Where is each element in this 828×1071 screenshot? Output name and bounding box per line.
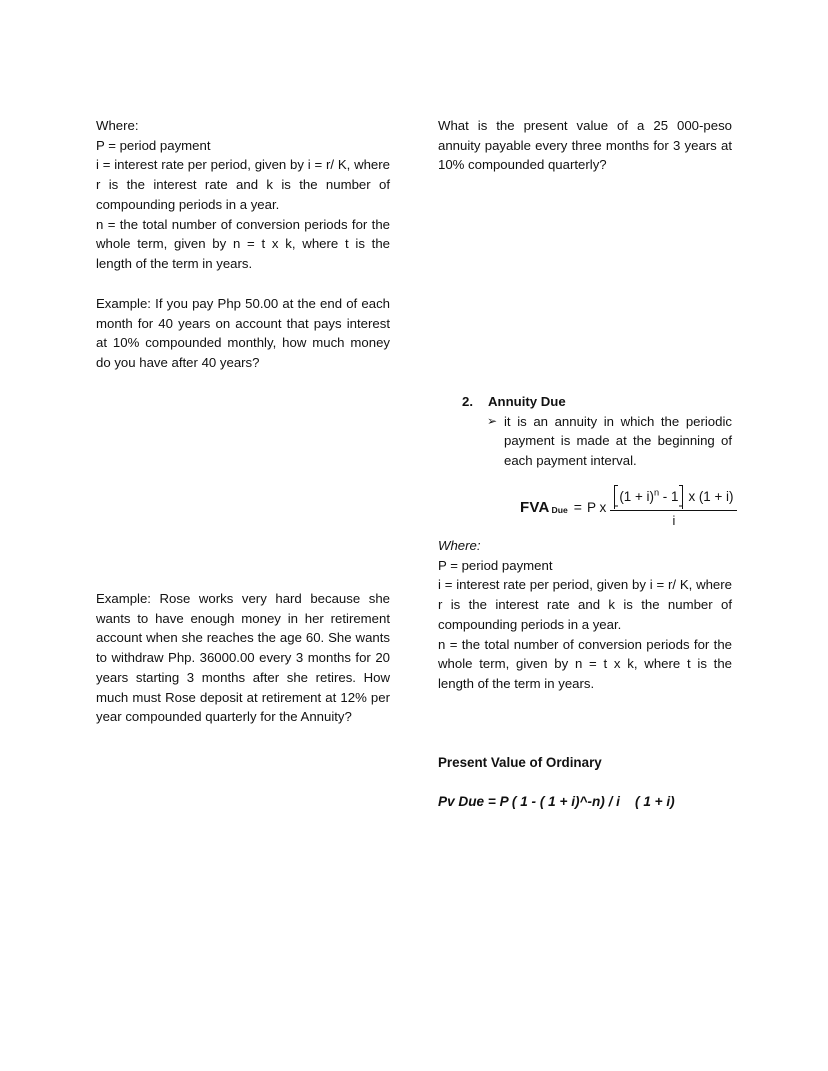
arrow-bullet-icon: ➢ [487,413,498,428]
fva-numerator [610,485,737,510]
left-where-line-2: n = the total number of conversion periods for the whole term, given by n = t x k, where t is the length of the term in years. [96,216,390,271]
bracket-minus-one: - 1 [659,489,679,504]
fva-due-formula [520,485,737,531]
right-where-block [438,536,732,694]
right-where-label: Where: [438,538,481,553]
bracket-base: (1 + i) [619,489,654,504]
annuity-due-section [438,392,732,471]
fva-equals: = [573,499,582,516]
left-example-two: Example: Rose works very hard because she wants to have enough money in her retirement account when she reaches the age 60. She wants to withdraw Php. 36000.00 every 3 months for 20 years starting 3 months after she retires. How much must Rose deposit at retirement at 12% per year compounded quarterly for the Annuity? [96,591,390,725]
bracket-exponent: n [653,487,660,498]
fva-p-times: P x [586,500,607,516]
annuity-due-bullet-text: it is an annuity in which the periodic payment is made at the beginning of each payment interval. [504,413,732,469]
left-where-label: Where: [96,118,139,133]
fva-subscript: Due [551,505,568,516]
annuity-due-heading-row [438,392,732,412]
left-example-one: Example: If you pay Php 50.00 at the end of each month for 40 years on account that pays interest at 10% compounded monthly, how much money do you have after 40 years? [96,296,390,371]
fva-fraction [610,485,737,531]
pv-due-formula: Pv Due = P ( 1 - ( 1 + i)^-n) / i ( 1 + i) [438,794,675,809]
right-where-line-0: P = period payment [438,557,553,573]
square-bracket-group [614,485,683,509]
left-where-line-1: i = interest rate per period, given by i = r/ K, where r is the interest rate and k is the number of compounding periods in a year. [96,157,390,212]
annuity-due-number: 2. [462,394,473,409]
left-where-block [96,116,390,274]
present-value-question: What is the present value of a 25 000-peso annuity payable every three months for 3 years at 10% compounded quarterly? [438,118,732,173]
fva-denominator: i [672,513,676,528]
bracket-contents [616,486,681,508]
fva-numerator-multiplier: x (1 + i) [688,489,734,504]
fva-label: FVA [520,499,550,517]
annuity-due-title: Annuity Due [488,394,566,409]
annuity-due-bullet-row [438,412,732,471]
right-where-line-2: n = the total number of conversion periods for the whole term, given by n = t x k, where t is the length of the term in years. [438,636,732,691]
right-where-line-1: i = interest rate per period, given by i = r/ K, where r is the interest rate and k is the number of compounding periods in a year. [438,577,732,632]
present-value-heading: Present Value of Ordinary [438,755,602,770]
left-where-line-0: P = period payment [96,137,211,153]
